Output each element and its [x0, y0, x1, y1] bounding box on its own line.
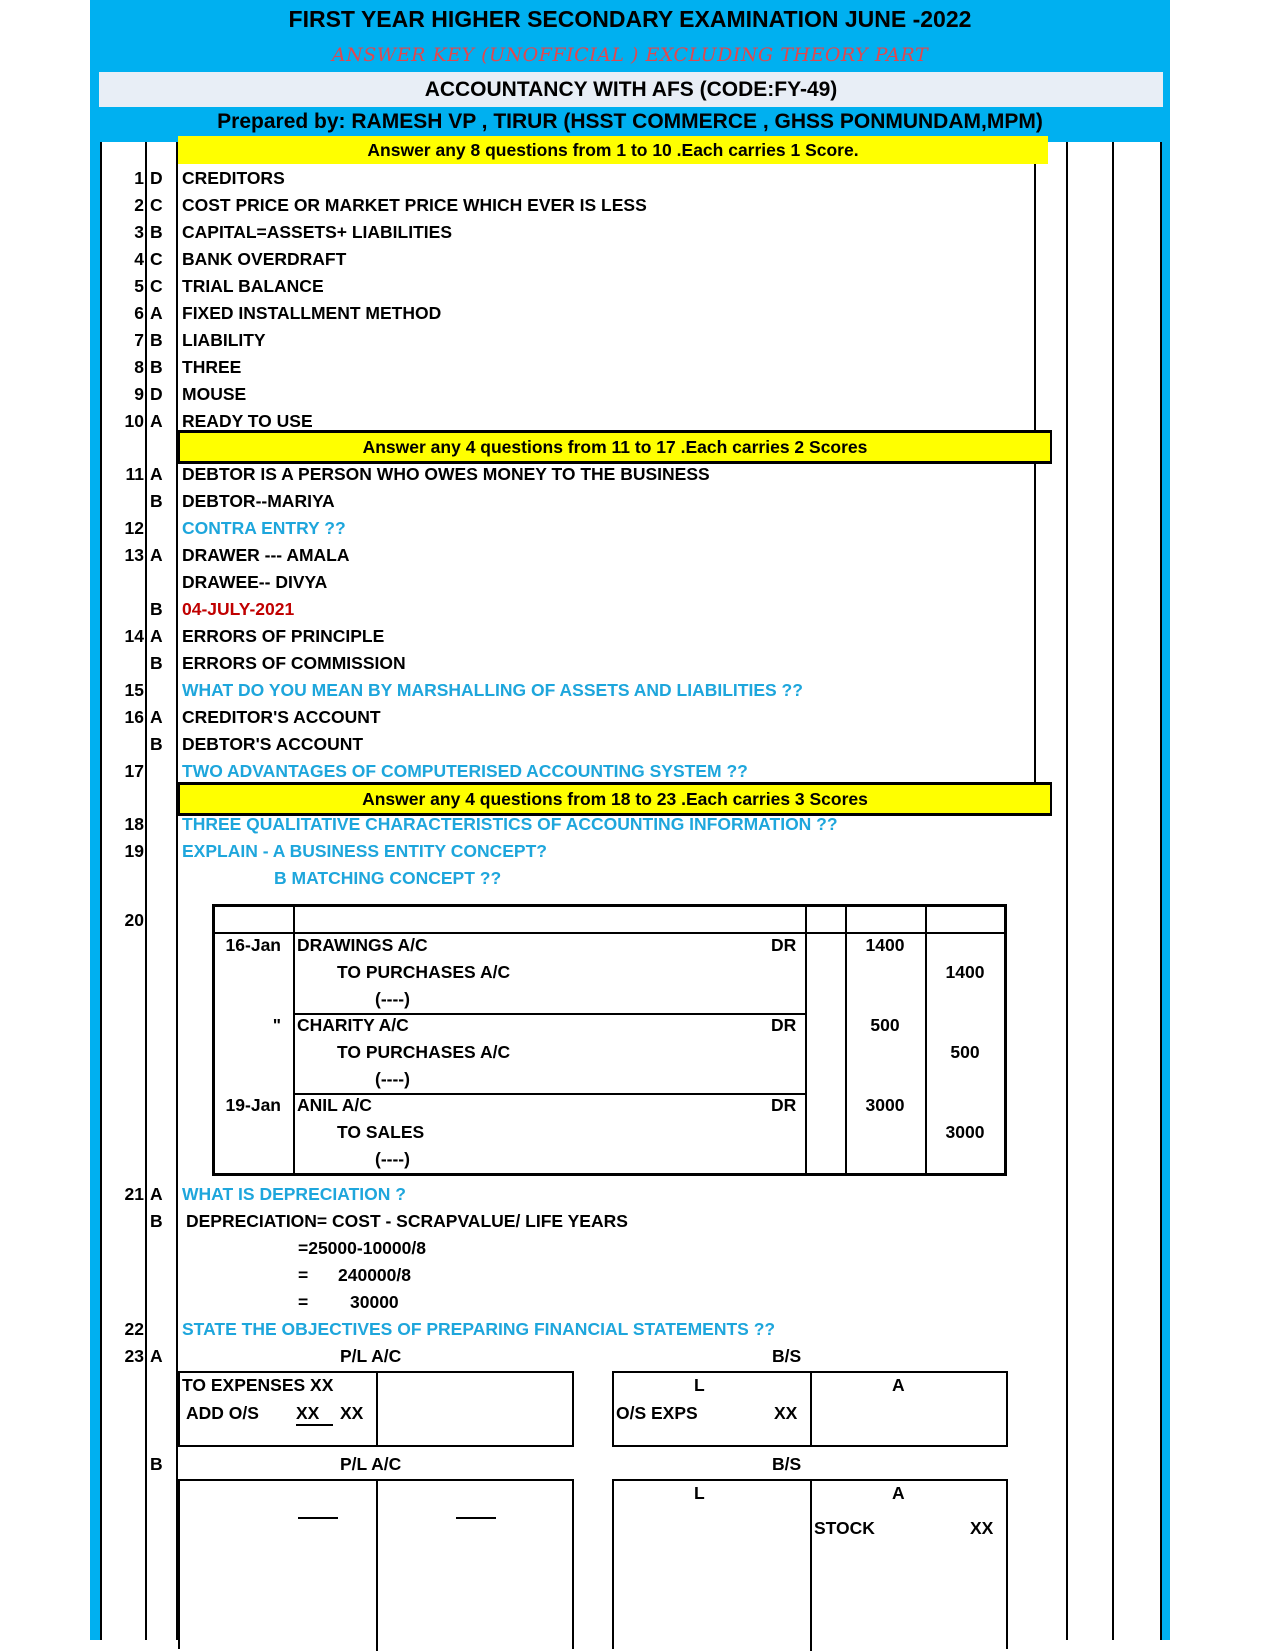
- question-number: 23: [124, 1346, 144, 1366]
- answer-text: DEBTOR'S ACCOUNT: [182, 734, 364, 754]
- answer-letter: C: [150, 195, 163, 215]
- dr-marker: DR: [771, 1095, 797, 1115]
- credit-amount: 1400: [945, 962, 985, 982]
- question-number: 16: [124, 707, 144, 727]
- answer-letter: B: [150, 599, 163, 619]
- debit-account: ANIL A/C: [297, 1095, 372, 1115]
- entry-date: 16-Jan: [225, 935, 281, 955]
- answer-text: CONTRA ENTRY ??: [182, 518, 346, 538]
- rule-line: [298, 1517, 338, 1519]
- question-number: 10: [124, 411, 144, 431]
- answer-text: BANK OVERDRAFT: [182, 249, 347, 269]
- credit-account: TO SALES: [337, 1122, 425, 1142]
- answer-grid: [100, 142, 1162, 1640]
- pl-account-heading: P/L A/C: [340, 1454, 402, 1474]
- answer-letter: B: [150, 653, 163, 673]
- narration: (----): [375, 1149, 410, 1169]
- grid-line: [805, 907, 807, 1173]
- stock: STOCK: [814, 1518, 875, 1538]
- question-number: 7: [134, 330, 144, 350]
- answer-text: WHAT DO YOU MEAN BY MARSHALLING OF ASSETS AND LIABILITIES ??: [182, 680, 803, 700]
- answer-row: [102, 864, 1032, 892]
- answer-letter: B: [150, 1211, 163, 1231]
- answer-text: ERRORS OF PRINCIPLE: [182, 626, 385, 646]
- debit-amount: 3000: [865, 1095, 905, 1115]
- answer-text: DEBTOR IS A PERSON WHO OWES MONEY TO THE BUSINESS: [182, 464, 710, 484]
- entry-date: ": [272, 1015, 281, 1035]
- balance-sheet-heading: B/S: [772, 1454, 802, 1474]
- answer-key-subtitle: ANSWER KEY (UNOFFICIAL ) EXCLUDING THEORY PART: [331, 44, 929, 66]
- question-number: 22: [124, 1319, 144, 1339]
- answer-row: [102, 541, 1032, 569]
- answer-row: [102, 164, 1032, 192]
- grid-line: [810, 1481, 812, 1651]
- question-number: 20: [124, 910, 144, 930]
- answer-letter: D: [150, 168, 163, 188]
- question-number: 14: [124, 626, 144, 646]
- calculation-line: 240000/8: [338, 1265, 411, 1285]
- answer-letter: A: [150, 411, 163, 431]
- liabilities-heading: L: [694, 1483, 705, 1503]
- outstanding-expenses: O/S EXPS: [616, 1403, 698, 1423]
- grid-line: [376, 1481, 378, 1651]
- answer-text: 04-JULY-2021: [182, 599, 295, 619]
- dr-marker: DR: [771, 935, 797, 955]
- balance-sheet-heading: B/S: [772, 1346, 802, 1366]
- question-number: 19: [124, 841, 144, 861]
- answer-row: [102, 299, 1032, 327]
- amount-xx: XX: [340, 1403, 364, 1423]
- answer-text: DRAWER --- AMALA: [182, 545, 350, 565]
- answer-text: MOUSE: [182, 384, 247, 404]
- answer-row: [102, 380, 1032, 408]
- question-number: 2: [134, 195, 144, 215]
- answer-text: WHAT IS DEPRECIATION ?: [182, 1184, 406, 1204]
- answer-letter: A: [150, 303, 163, 323]
- answer-text: CREDITORS: [182, 168, 285, 188]
- answer-text: ERRORS OF COMMISSION: [182, 653, 406, 673]
- answer-letter: C: [150, 276, 163, 296]
- answer-row: [102, 568, 1032, 596]
- answer-text: B MATCHING CONCEPT ??: [274, 868, 502, 888]
- answer-letter: A: [150, 626, 163, 646]
- amount-xx: XX: [296, 1403, 333, 1426]
- answer-letter: B: [150, 734, 163, 754]
- grid-line: [293, 907, 295, 1173]
- amount-xx: XX: [774, 1403, 798, 1423]
- question-number: 13: [124, 545, 144, 565]
- exam-title: FIRST YEAR HIGHER SECONDARY EXAMINATION JUNE -2022: [288, 6, 972, 32]
- debit-account: CHARITY A/C: [297, 1015, 409, 1035]
- grid-line: [1160, 142, 1162, 1640]
- grid-line: [1112, 142, 1114, 1640]
- pl-account-box: [178, 1479, 574, 1649]
- answer-text: THREE: [182, 357, 242, 377]
- question-number: 3: [134, 222, 144, 242]
- answer-letter: D: [150, 384, 163, 404]
- question-number: 9: [134, 384, 144, 404]
- question-number: 17: [124, 761, 144, 781]
- debit-account: DRAWINGS A/C: [297, 935, 428, 955]
- answer-row: [102, 730, 1032, 758]
- question-number: 1: [134, 168, 144, 188]
- entry-date: 19-Jan: [225, 1095, 281, 1115]
- answer-letter: A: [150, 1184, 163, 1204]
- grid-line: [215, 932, 1004, 934]
- answer-key-sheet: [90, 0, 1170, 1640]
- amount-xx: XX: [970, 1518, 994, 1538]
- question-number: 21: [124, 1184, 144, 1204]
- question-number: 6: [134, 303, 144, 323]
- answer-row: [102, 191, 1032, 219]
- question-number: 8: [134, 357, 144, 377]
- answer-text: CREDITOR'S ACCOUNT: [182, 707, 381, 727]
- answer-row: [102, 649, 1032, 677]
- answer-letter: A: [150, 1346, 163, 1366]
- answer-letter: A: [150, 707, 163, 727]
- narration: (----): [375, 989, 410, 1009]
- credit-amount: 500: [950, 1042, 980, 1062]
- grid-line: [1066, 142, 1068, 1640]
- answer-row: [102, 407, 1032, 435]
- equals-sign: =: [298, 1292, 309, 1312]
- answer-row: [102, 595, 1032, 623]
- answer-letter: B: [150, 491, 163, 511]
- question-number: 18: [124, 814, 144, 834]
- question-number: 4: [134, 249, 144, 269]
- answer-row: [102, 272, 1032, 300]
- answer-text: COST PRICE OR MARKET PRICE WHICH EVER IS LESS: [182, 195, 647, 215]
- pl-account-box: [178, 1371, 574, 1447]
- credit-account: TO PURCHASES A/C: [337, 962, 511, 982]
- answer-letter: B: [150, 222, 163, 242]
- calculation-result: 30000: [350, 1292, 399, 1312]
- answer-text: TRIAL BALANCE: [182, 276, 324, 296]
- question-number: 5: [134, 276, 144, 296]
- grid-line: [810, 1373, 812, 1445]
- to-expenses: TO EXPENSES XX: [182, 1375, 334, 1395]
- answer-text: DEBTOR--MARIYA: [182, 491, 335, 511]
- debit-amount: 1400: [865, 935, 905, 955]
- question-number: 12: [124, 518, 144, 538]
- rule-line: [456, 1517, 496, 1519]
- answer-text: CAPITAL=ASSETS+ LIABILITIES: [182, 222, 452, 242]
- answer-text: LIABILITY: [182, 330, 266, 350]
- answer-text: DRAWEE-- DIVYA: [182, 572, 328, 592]
- credit-amount: 3000: [945, 1122, 985, 1142]
- answer-text: FIXED INSTALLMENT METHOD: [182, 303, 442, 323]
- depreciation-formula: DEPRECIATION= COST - SCRAPVALUE/ LIFE YEARS: [186, 1211, 628, 1231]
- credit-account: TO PURCHASES A/C: [337, 1042, 511, 1062]
- answer-text: THREE QUALITATIVE CHARACTERISTICS OF ACCOUNTING INFORMATION ??: [182, 814, 838, 834]
- answer-row: [102, 218, 1032, 246]
- section-header-2: Answer any 4 questions from 11 to 17 .Each carries 2 Scores: [178, 430, 1052, 464]
- answer-row: [102, 326, 1032, 354]
- answer-row: [102, 460, 1032, 488]
- answer-letter: B: [150, 330, 163, 350]
- answer-row: [102, 757, 1032, 785]
- answer-row: [102, 837, 1032, 865]
- answer-text: READY TO USE: [182, 411, 313, 431]
- subject-title: ACCOUNTANCY WITH AFS (CODE:FY-49): [99, 72, 1163, 107]
- answer-row: [102, 676, 1032, 704]
- answer-text: TWO ADVANTAGES OF COMPUTERISED ACCOUNTING SYSTEM ??: [182, 761, 748, 781]
- answer-row: [102, 810, 1032, 838]
- answer-row: [102, 353, 1032, 381]
- answer-text: EXPLAIN - A BUSINESS ENTITY CONCEPT?: [182, 841, 547, 861]
- balance-sheet-box: [612, 1371, 1008, 1447]
- answer-text: STATE THE OBJECTIVES OF PREPARING FINANCIAL STATEMENTS ??: [182, 1319, 776, 1339]
- dr-marker: DR: [771, 1015, 797, 1035]
- equals-sign: =: [298, 1265, 309, 1285]
- balance-sheet-box: [612, 1479, 1008, 1649]
- liabilities-heading: L: [694, 1375, 705, 1395]
- answer-letter: B: [150, 357, 163, 377]
- journal-table: [212, 904, 1007, 1176]
- section-header-3: Answer any 4 questions from 18 to 23 .Each carries 3 Scores: [178, 782, 1052, 816]
- prepared-by: Prepared by: RAMESH VP , TIRUR (HSST COMMERCE , GHSS PONMUNDAM,MPM): [217, 110, 1043, 133]
- pl-account-heading: P/L A/C: [340, 1346, 402, 1366]
- answer-letter: A: [150, 545, 163, 565]
- debit-amount: 500: [870, 1015, 900, 1035]
- section-header-1: Answer any 8 questions from 1 to 10 .Each carries 1 Score.: [178, 136, 1048, 164]
- assets-heading: A: [892, 1375, 905, 1395]
- answer-row: [102, 622, 1032, 650]
- answer-row: [102, 245, 1032, 273]
- grid-line: [376, 1373, 378, 1445]
- answer-row: [102, 703, 1032, 731]
- answer-letter: C: [150, 249, 163, 269]
- narration: (----): [375, 1069, 410, 1089]
- calculation-line: =25000-10000/8: [298, 1238, 426, 1258]
- answer-letter: B: [150, 1454, 163, 1474]
- add-outstanding: ADD O/S: [186, 1403, 259, 1423]
- answer-letter: A: [150, 464, 163, 484]
- question-number: 11: [125, 464, 144, 484]
- question-number: 15: [124, 680, 144, 700]
- assets-heading: A: [892, 1483, 905, 1503]
- answer-row: [102, 487, 1032, 515]
- answer-row: [102, 514, 1032, 542]
